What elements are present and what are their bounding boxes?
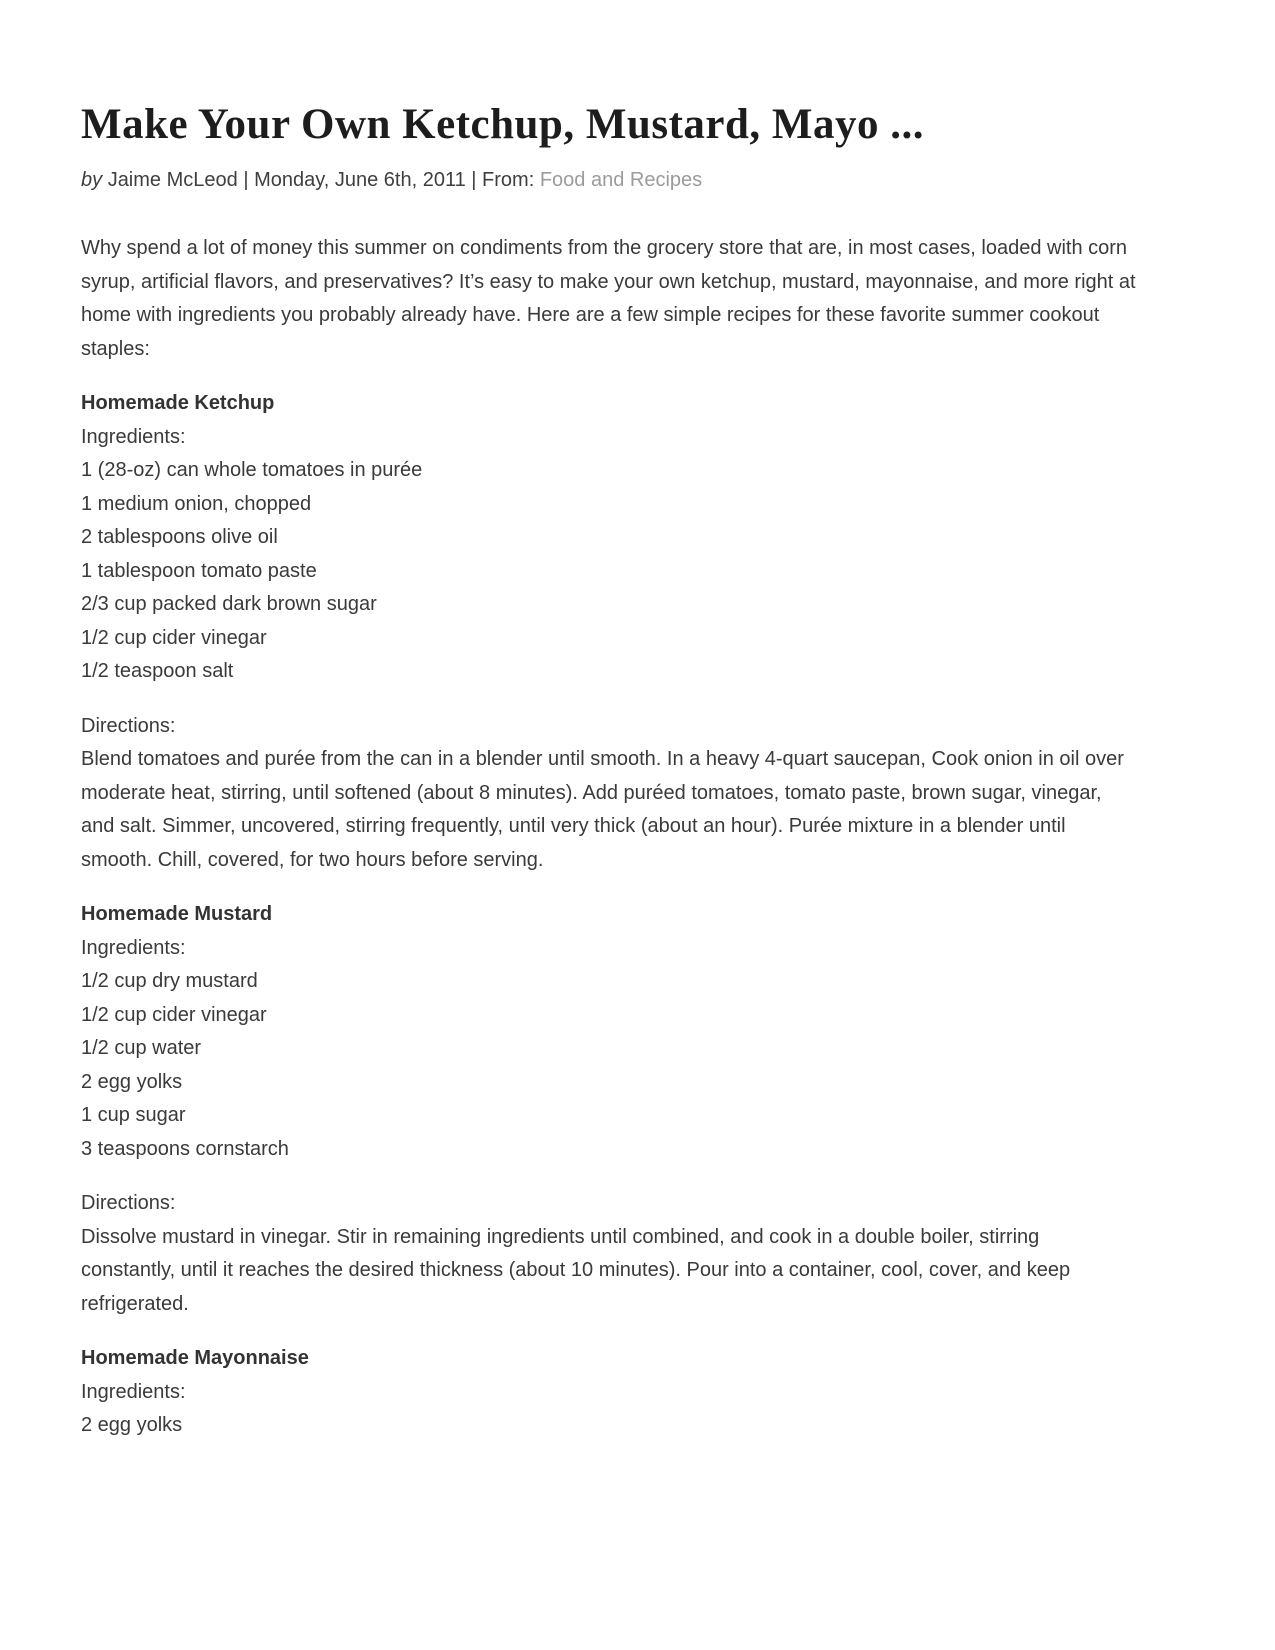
byline-category-link[interactable]: Food and Recipes: [539, 169, 703, 191]
directions-label: Directions:: [81, 1192, 176, 1214]
directions-label: Directions:: [81, 714, 176, 737]
ingredient-line: 1/2 cup cider vinegar: [81, 1003, 267, 1026]
directions-text: Blend tomatoes and purée from the can in a blender until smooth. In a heavy 4-quart saucepan, Cook onion in oil over moderate heat, stirring, until softened (about 8 minutes). Add puréed tomatoes, tomato paste, brown sugar, vinegar, and salt. Simmer, uncovered, stirring frequently, until very thick (about an hour). Purée mixture in a blender until smooth. Chill, covered, for two hours before serving.: [81, 748, 1124, 871]
byline: [81, 167, 1136, 193]
ingredient-line: 1 tablespoon tomato paste: [81, 559, 317, 582]
ingredient-line: 2 tablespoons olive oil: [81, 526, 278, 548]
ingredients-label: Ingredients:: [81, 1380, 186, 1403]
byline-by-label: by: [81, 169, 103, 191]
byline-date: Monday, June 6th, 2011: [254, 169, 466, 191]
ingredient-line: 1/2 cup cider vinegar: [81, 626, 267, 649]
ingredient-line: 1/2 cup water: [81, 1037, 202, 1059]
ingredient-line: 2 egg yolks: [81, 1070, 183, 1093]
section-homemade-mustard-ingredients: [81, 898, 1136, 1166]
ingredient-line: 2 egg yolks: [81, 1414, 183, 1436]
page-title: Make Your Own Ketchup, Mustard, Mayo ...: [81, 101, 924, 148]
section-heading: Homemade Ketchup: [81, 392, 275, 414]
byline-from-label: From:: [482, 169, 535, 191]
ingredient-line: 1/2 teaspoon salt: [81, 660, 234, 682]
intro-paragraph: Why spend a lot of money this summer on condiments from the grocery store that are, in most cases, loaded with corn syrup, artificial flavors, and preservatives? It’s easy to make your own ketchup, mustard, mayonnaise, and more right at home with ingredients you probably already have. Here are a few simple recipes for these favorite summer cookout staples:: [81, 237, 1136, 360]
section-homemade-ketchup-directions: [81, 710, 1136, 878]
intro-block: [81, 232, 1136, 366]
ingredients-label: Ingredients:: [81, 425, 186, 448]
byline-separator: |: [471, 169, 477, 191]
ingredient-line: 3 teaspoons cornstarch: [81, 1137, 289, 1160]
section-homemade-mustard-directions: [81, 1187, 1136, 1321]
ingredients-label: Ingredients:: [81, 936, 186, 959]
section-homemade-mayonnaise-ingredients: [81, 1342, 1136, 1443]
section-homemade-ketchup-ingredients: [81, 387, 1136, 689]
directions-text: Dissolve mustard in vinegar. Stir in remaining ingredients until combined, and cook in a double boiler, stirring constantly, until it reaches the desired thickness (about 10 minutes). Pour into a container, cool, cover, and keep refrigerated.: [81, 1225, 1071, 1315]
ingredient-line: 1 cup sugar: [81, 1104, 186, 1126]
byline-author: Jaime McLeod: [107, 169, 238, 191]
ingredient-line: 1 (28-oz) can whole tomatoes in purée: [81, 459, 423, 481]
ingredient-line: 1/2 cup dry mustard: [81, 970, 258, 992]
byline-separator: |: [243, 169, 249, 191]
section-heading: Homemade Mustard: [81, 903, 273, 925]
section-heading: Homemade Mayonnaise: [81, 1347, 309, 1369]
ingredient-line: 1 medium onion, chopped: [81, 492, 312, 515]
ingredient-line: 2/3 cup packed dark brown sugar: [81, 593, 377, 615]
